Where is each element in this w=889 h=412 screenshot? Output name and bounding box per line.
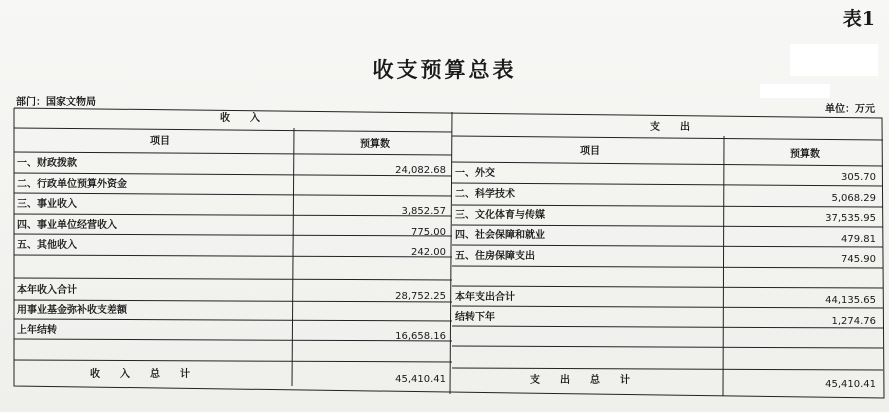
expense-header: 支 出 (650, 122, 690, 133)
income-row-label: 一、财政拨款 (17, 158, 77, 169)
expense-year-total-label: 本年支出合计 (455, 292, 515, 303)
page-title: 收支预算总表 (372, 58, 517, 82)
income-row-amount: 242.00 (411, 247, 446, 258)
table-number: 表1 (842, 8, 875, 30)
income-carry-amount: 16,658.16 (395, 331, 446, 342)
expense-carry-label: 结转下年 (455, 312, 495, 323)
income-year-total-label: 本年收入合计 (17, 285, 77, 296)
expense-col-item: 项目 (580, 146, 600, 157)
expense-row-amount: 745.90 (841, 254, 876, 265)
unit-label: 单位：万元 (825, 104, 875, 115)
income-col-amount: 预算数 (360, 139, 390, 150)
income-carry-label: 上年结转 (17, 325, 57, 336)
expense-carry-amount: 1,274.76 (831, 316, 876, 327)
expense-row-label: 三、文化体育与传媒 (455, 210, 545, 221)
income-header: 收 入 (220, 113, 260, 124)
expense-row-amount: 37,535.95 (825, 213, 876, 224)
expense-row-label: 四、社会保障和就业 (455, 230, 545, 241)
expense-row-amount: 5,068.29 (831, 193, 876, 204)
income-row-label: 四、事业单位经营收入 (17, 220, 117, 231)
income-row-label: 三、事业收入 (17, 199, 77, 210)
income-row-amount: 775.00 (411, 227, 446, 238)
income-row-amount: 24,082.68 (395, 165, 446, 176)
income-year-total: 28,752.25 (395, 291, 446, 302)
expense-grand-total: 45,410.41 (825, 379, 876, 390)
expense-grand-label: 支 出 总 计 (530, 375, 630, 386)
expense-year-total: 44,135.65 (825, 295, 876, 306)
expense-row-amount: 479.81 (841, 234, 876, 245)
expense-col-amount: 预算数 (790, 149, 820, 160)
expense-row-label: 二、科学技术 (455, 189, 515, 200)
income-col-item: 项目 (150, 136, 170, 147)
expense-row-amount: 305.70 (841, 172, 876, 183)
income-grand-label: 收 入 总 计 (90, 369, 190, 380)
income-grand-total: 45,410.41 (395, 374, 446, 385)
income-row-label: 五、其他收入 (17, 240, 77, 251)
expense-row-label: 五、住房保障支出 (455, 251, 535, 262)
expense-row-label: 一、外交 (455, 168, 495, 179)
income-row-amount: 3,852.57 (401, 206, 446, 217)
income-row-label: 二、行政单位预算外资金 (17, 179, 127, 190)
department-label: 部门：国家文物局 (16, 97, 96, 108)
income-fund-label: 用事业基金弥补收支差额 (17, 305, 127, 316)
